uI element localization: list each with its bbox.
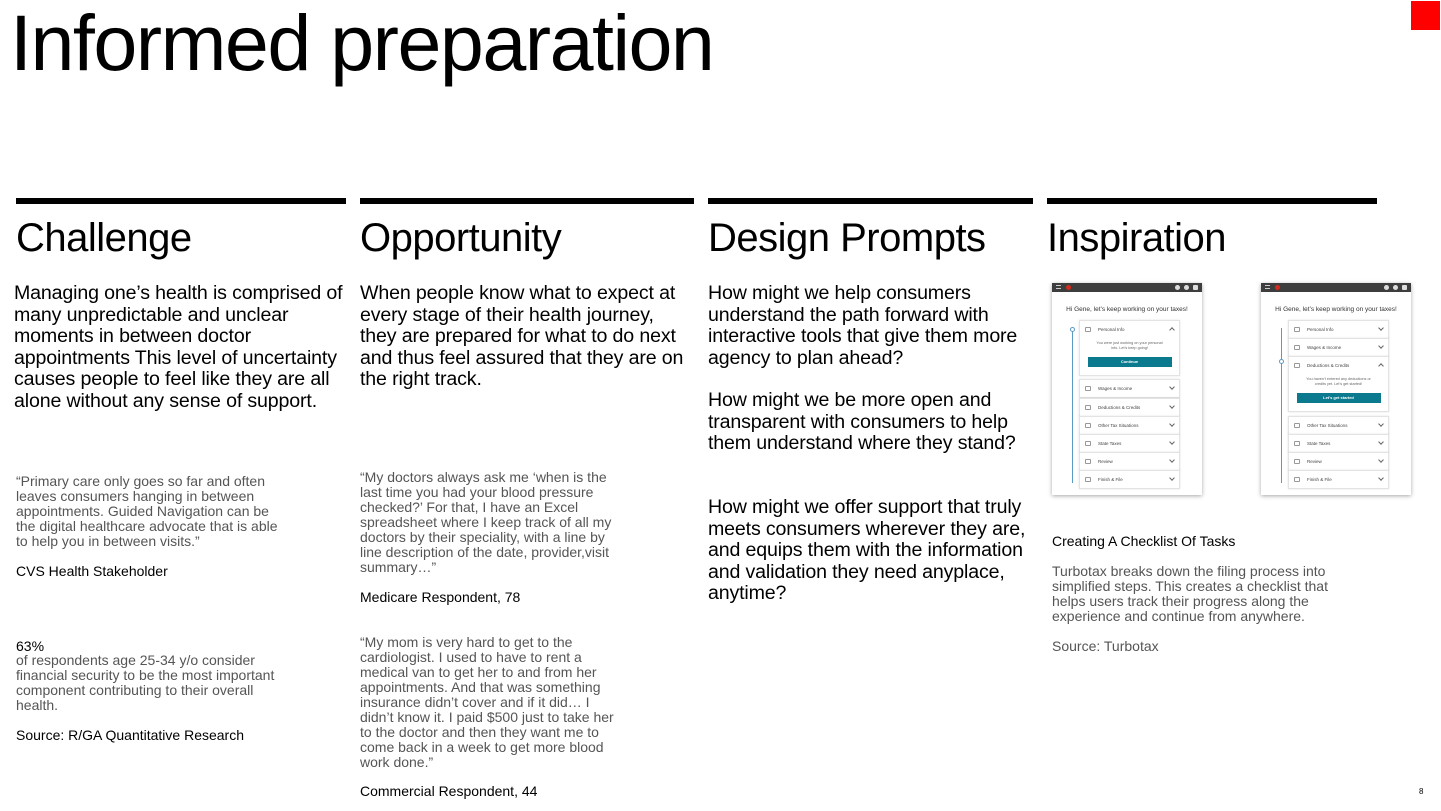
inspiration-caption-title: Creating A Checklist Of Tasks — [1052, 533, 1236, 549]
inspiration-caption-body: Turbotax breaks down the filing process into simplified steps. This creates a checklist that helps users track their progress along the experience and continue from anywhere. — [1052, 563, 1328, 624]
step-label: Wages & Income — [1307, 345, 1342, 350]
wages-icon — [1294, 345, 1300, 350]
section-divider — [708, 198, 1033, 204]
challenge-heading: Challenge — [16, 216, 192, 260]
step-label: Wages & Income — [1098, 386, 1133, 391]
screen-greeting: Hi Gene, let’s keep working on your taxes! — [1066, 306, 1188, 313]
step-label: Deductions & Credits — [1098, 405, 1141, 410]
search-icon — [1175, 285, 1180, 290]
opportunity-quote-2: “My mom is very hard to get to the cardiologist. I used to have to rent a medical van to get her to and from her appointments. And that was something insurance didn’t cover and if it did… I didn’t know it. I paid $500 just to take her to the doctor and then they want me to come back in a week to get more blood work done.” — [360, 634, 614, 770]
inspiration-column — [1047, 198, 1377, 260]
design-prompt-1: How might we help consumers understand the path forward with interactive tools that give them more agency to plan ahead? — [708, 282, 1018, 369]
state-icon — [1294, 441, 1300, 446]
screen-greeting: Hi Gene, let’s keep working on your taxes! — [1275, 306, 1397, 313]
turbotax-screen-2 — [1261, 283, 1411, 495]
step-card — [1288, 320, 1389, 339]
menu-icon — [1265, 285, 1270, 289]
design-prompts-heading: Design Prompts — [708, 216, 986, 260]
progress-rail — [1281, 328, 1282, 483]
turbotax-screen-1 — [1052, 283, 1202, 495]
step-card — [1079, 470, 1180, 489]
inspiration-heading: Inspiration — [1047, 216, 1227, 260]
progress-dot — [1070, 327, 1075, 332]
section-divider — [360, 198, 694, 204]
design-prompts-column — [708, 198, 1033, 260]
step-card — [1288, 416, 1389, 435]
profile-icon — [1193, 285, 1198, 290]
chevron-down-icon — [1378, 343, 1384, 349]
step-message: You haven’t entered any deductions or credits yet. Let’s get started! — [1306, 377, 1371, 386]
search-icon — [1384, 285, 1389, 290]
chevron-up-icon — [1378, 363, 1384, 369]
help-icon — [1184, 285, 1189, 290]
step-label: Other Tax Situations — [1307, 423, 1348, 428]
step-card — [1288, 338, 1389, 357]
step-card — [1288, 434, 1389, 453]
chevron-down-icon — [1378, 421, 1384, 427]
state-icon — [1085, 441, 1091, 446]
review-icon — [1085, 459, 1091, 464]
page-number: 8 — [1419, 787, 1424, 796]
logo-icon — [1066, 285, 1071, 290]
inspiration-caption-source: Source: Turbotax — [1052, 638, 1159, 654]
wages-icon — [1085, 386, 1091, 391]
step-label: Deductions & Credits — [1307, 363, 1350, 368]
file-icon — [1294, 477, 1300, 482]
help-icon — [1393, 285, 1398, 290]
step-row — [1289, 357, 1388, 374]
section-divider — [16, 198, 346, 204]
chevron-down-icon — [1378, 475, 1384, 481]
opportunity-quote-1: “My doctors always ask me ‘when is the last time you had your blood pressure checked?’ For that, I have an Excel spreadsheet where I keep track of all my doctors by their speciality, with a line by line description of the date, provider,visit summary…” — [360, 469, 612, 575]
opportunity-column — [360, 198, 694, 260]
person-icon — [1085, 327, 1091, 332]
step-card — [1288, 452, 1389, 471]
step-label: Personal Info — [1307, 327, 1334, 332]
menu-icon — [1056, 285, 1061, 289]
step-message: You were just working on your personal info. Let’s keep going! — [1096, 341, 1163, 350]
chevron-down-icon — [1378, 457, 1384, 463]
opportunity-quote-1-attribution: Medicare Respondent, 78 — [360, 589, 521, 605]
file-icon — [1085, 477, 1091, 482]
challenge-stat-text: of respondents age 25-34 y/o consider financial security to be the most important component contributing to their overall health. — [16, 652, 275, 713]
step-label: Review — [1307, 459, 1322, 464]
page-title: Informed preparation — [10, 0, 714, 87]
section-divider — [1047, 198, 1377, 204]
step-row — [1080, 321, 1179, 338]
chevron-down-icon — [1378, 325, 1384, 331]
challenge-stat-source: Source: R/GA Quantitative Research — [16, 727, 244, 743]
situations-icon — [1085, 423, 1091, 428]
opportunity-quote-2-attribution: Commercial Respondent, 44 — [360, 783, 538, 799]
design-prompt-2: How might we be more open and transparent with consumers to help them understand where they stand? — [708, 389, 1016, 454]
app-bar — [1052, 283, 1202, 292]
chevron-down-icon — [1169, 403, 1175, 409]
chevron-down-icon — [1169, 457, 1175, 463]
opportunity-heading: Opportunity — [360, 216, 562, 260]
accent-square — [1411, 1, 1440, 30]
step-card — [1079, 416, 1180, 435]
challenge-quote-attribution: CVS Health Stakeholder — [16, 563, 168, 579]
review-icon — [1294, 459, 1300, 464]
step-card — [1079, 452, 1180, 471]
step-card — [1079, 434, 1180, 453]
logo-icon — [1275, 285, 1280, 290]
continue-button: Continue — [1088, 357, 1172, 367]
progress-rail — [1072, 328, 1073, 483]
step-card — [1079, 398, 1180, 417]
chevron-down-icon — [1169, 439, 1175, 445]
challenge-column — [16, 198, 346, 260]
person-icon — [1294, 327, 1300, 332]
profile-icon — [1402, 285, 1407, 290]
get-started-button: Let’s get started — [1297, 393, 1381, 403]
chevron-down-icon — [1378, 439, 1384, 445]
situations-icon — [1294, 423, 1300, 428]
expanded-step-card — [1288, 356, 1389, 412]
step-label: Other Tax Situations — [1098, 423, 1139, 428]
step-label: Personal Info — [1098, 327, 1125, 332]
step-label: State Taxes — [1098, 441, 1122, 446]
app-bar — [1261, 283, 1411, 292]
challenge-body: Managing one’s health is comprised of many unpredictable and unclear moments in between doctor appointments This level of uncertainty causes people to feel like they are all alone without any sense of support. — [14, 282, 343, 412]
deductions-icon — [1294, 363, 1300, 368]
chevron-down-icon — [1169, 384, 1175, 390]
step-label: Finish & File — [1307, 477, 1332, 482]
chevron-down-icon — [1169, 475, 1175, 481]
progress-dot — [1279, 359, 1284, 364]
expanded-step-card — [1079, 320, 1180, 376]
chevron-down-icon — [1169, 421, 1175, 427]
step-label: Review — [1098, 459, 1113, 464]
challenge-stat-value: 63% — [16, 638, 45, 654]
design-prompt-3: How might we offer support that truly meets consumers wherever they are, and equips them with the information and validation they need anyplace, anytime? — [708, 496, 1026, 604]
opportunity-body: When people know what to expect at every stage of their health journey, they are prepared for what to do next and thus feel assured that they are on the right track. — [360, 282, 684, 390]
step-label: Finish & File — [1098, 477, 1123, 482]
step-label: State Taxes — [1307, 441, 1331, 446]
step-card — [1079, 379, 1180, 398]
deductions-icon — [1085, 405, 1091, 410]
challenge-quote: “Primary care only goes so far and often leaves consumers hanging in between appointments. Guided Navigation can be the digital healthcare advocate that is able to help you in between visits.” — [16, 473, 278, 549]
step-card — [1288, 470, 1389, 489]
chevron-up-icon — [1169, 327, 1175, 333]
